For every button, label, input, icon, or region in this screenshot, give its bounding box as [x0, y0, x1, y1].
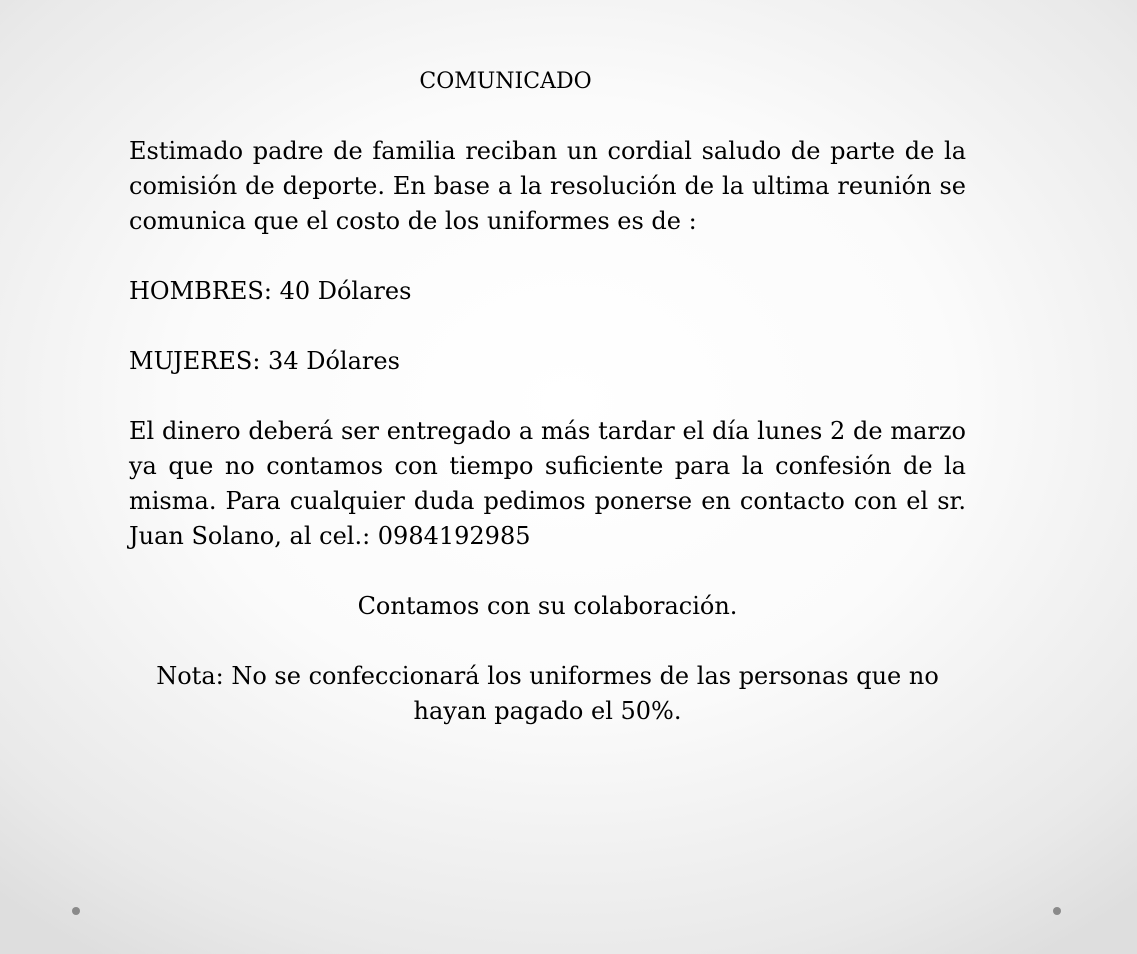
bullet-dot-left: [72, 907, 80, 915]
notice-document: [129, 64, 966, 764]
men-price: HOMBRES: 40 Dólares: [129, 277, 412, 305]
note-line: Nota: No se confeccionará los uniformes de las personas que no hayan pagado el 50%.: [156, 662, 939, 725]
intro-paragraph: Estimado padre de familia reciban un cordial saludo de parte de la comisión de deporte. En base a la resolución de la ultima reunión se comunica que el costo de los uniformes es de :: [129, 137, 966, 235]
women-price: MUJERES: 34 Dólares: [129, 347, 400, 375]
bullet-dot-right: [1053, 907, 1061, 915]
deadline-paragraph: El dinero deberá ser entregado a más tardar el día lunes 2 de marzo ya que no contamos con tiempo suficiente para la confesión de la misma. Para cualquier duda pedimos ponerse en contacto con el sr. Juan Solano, al cel.: 0984192985: [129, 417, 966, 550]
thanks-line: Contamos con su colaboración.: [357, 592, 738, 620]
notice-title: COMUNICADO: [419, 69, 592, 94]
